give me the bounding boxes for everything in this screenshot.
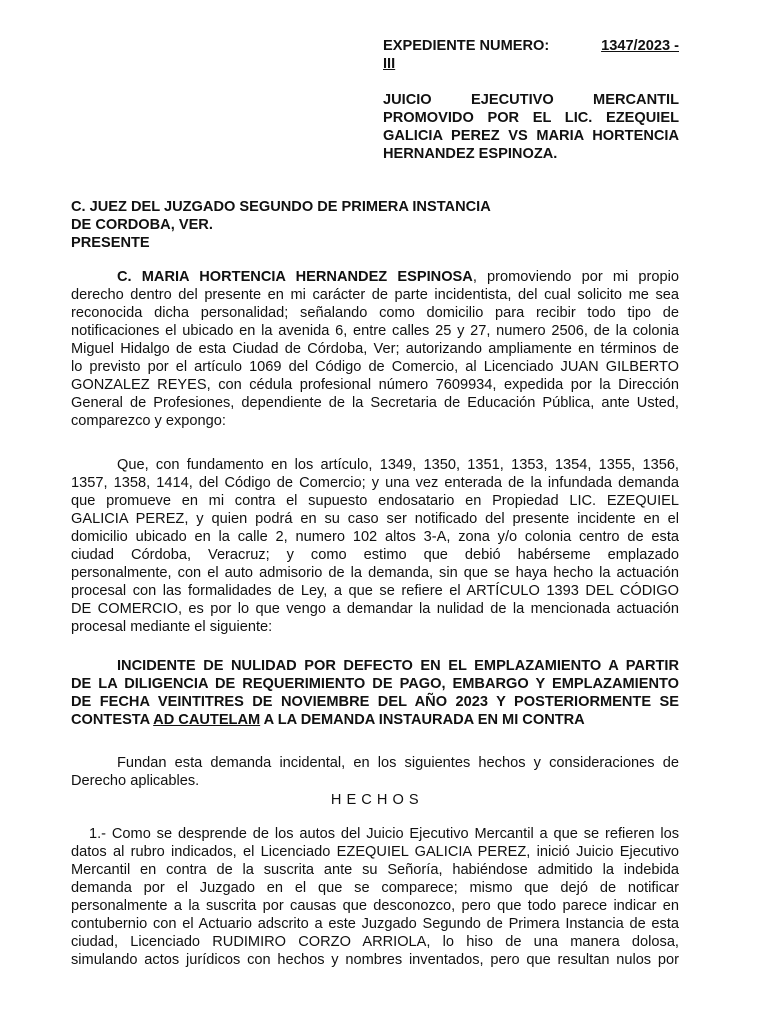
que-line: procesal mediante el siguiente: <box>71 619 273 635</box>
incidente-line: DE LA DILIGENCIA DE REQUERIMIENTO DE PAGO, EMBARGO Y EMPLAZAMIENTO <box>71 676 679 692</box>
incidente-heading <box>71 657 679 729</box>
juicio-line: HERNANDEZ ESPINOZA. <box>383 146 558 162</box>
que-line: ciudad Córdoba, Veracruz; y como estimo que debió habérseme emplazado <box>71 547 679 563</box>
expediente-number: 1347/2023 - <box>601 38 679 54</box>
incidente-last-pre: CONTESTA <box>71 712 154 728</box>
hecho-1-line: contubernio con el Actuario adscrito a este Juzgado Segundo de Primera Instancia de esta <box>71 916 679 932</box>
fundan-first-line: Fundan esta demanda incidental, en los siguientes hechos y consideraciones de <box>117 755 679 771</box>
addressee-line: DE CORDOBA, VER. <box>71 217 213 233</box>
intro-line: reconocida dicha personalidad; señalando como domicilio para recibir todo tipo de <box>71 305 679 321</box>
fundan-paragraph <box>71 754 679 790</box>
que-line: 1357, 1358, 1414, del Código de Comercio; y una vez enterada de la infundada demanda <box>71 475 679 491</box>
hecho-1-line: simulando actos jurídicos con hechos y nombres inventados, pero que resultan nulos por <box>71 952 679 968</box>
intro-line: General de Profesiones, dependiente de la Secretaria de Educación Pública, ante Usted, <box>71 395 679 411</box>
hecho-1-line: demanda por el Juzgado en el que se comparece; mismo que dejó de notificar <box>71 880 679 896</box>
que-line: domicilio ubicado en la calle 2, numero 102 altos 3-A, zona y/o colonia centro de esta <box>71 529 679 545</box>
ad-cautelam: AD CAUTELAM <box>153 712 261 728</box>
expediente-header <box>383 37 679 73</box>
intro-paragraph <box>71 268 679 430</box>
addressee-block <box>71 198 591 252</box>
incidente-line: DE FECHA VEINTITRES DE NOVIEMBRE DEL AÑO 2023 Y POSTERIORMENTE SE <box>71 694 679 710</box>
que-line: DE COMERCIO, es por lo que vengo a demandar la nulidad de la mencionada actuación <box>71 601 679 617</box>
juicio-line: JUICIO EJECUTIVO MERCANTIL <box>383 92 679 108</box>
intro-line: comparezco y expongo: <box>71 413 226 429</box>
intro-first-line-rest: , promoviendo por mi propio <box>472 269 679 285</box>
addressee-line: C. JUEZ DEL JUZGADO SEGUNDO DE PRIMERA INSTANCIA <box>71 199 491 215</box>
intro-line: notificaciones el ubicado en la avenida 6, entre calles 25 y 27, numero 2506, de la colonia <box>71 323 679 339</box>
que-line: GALICIA PEREZ, y quien podrá en su caso ser notificado del presente incidente en el <box>71 511 679 527</box>
hechos-title: H E C H O S <box>330 792 420 808</box>
juicio-caption <box>383 91 679 163</box>
hecho-1-line: personalmente a la suscrita por causas que desconozco, pero que todo parece indicar en <box>71 898 679 914</box>
que-line: procesal con las formalidades de Ley, a que se refiere el ARTÍCULO 1393 DEL CÓDIGO <box>71 583 679 599</box>
intro-line: GONZALEZ REYES, con cédula profesional número 7609934, expedida por la Dirección <box>71 377 679 393</box>
juicio-line: GALICIA PEREZ VS MARIA HORTENCIA <box>383 128 679 144</box>
hecho-1-line: ciudad, Licenciado RUDIMIRO CORZO ARRIOLA, lo hiso de una manera dolosa, <box>71 934 679 950</box>
que-paragraph <box>71 456 679 636</box>
intro-line: lo previsto por el artículo 1069 del Código de Comercio, al Licenciado JUAN GILBERTO <box>71 359 679 375</box>
hecho-1-line: datos al rubro indicados, el Licenciado EZEQUIEL GALICIA PEREZ, inició Juicio Ejecutivo <box>71 844 679 860</box>
que-line: que promueve en mi contra el supuesto endosatario en Propiedad LIC. EZEQUIEL <box>71 493 679 509</box>
hecho-1-first-line: 1.- Como se desprende de los autos del Juicio Ejecutivo Mercantil a que se refieren los <box>89 826 679 842</box>
fundan-last-line: Derecho aplicables. <box>71 773 200 789</box>
juicio-line: PROMOVIDO POR EL LIC. EZEQUIEL <box>383 110 679 126</box>
incidente-last-post: A LA DEMANDA INSTAURADA EN MI CONTRA <box>260 712 585 728</box>
que-first-line: Que, con fundamento en los artículo, 1349, 1350, 1351, 1353, 1354, 1355, 1356, <box>117 457 679 473</box>
intro-line: derecho dentro del presente en mi carácter de parte incidentista, del cual solicito me sea <box>71 287 679 303</box>
expediente-label: EXPEDIENTE NUMERO: <box>383 38 550 54</box>
hecho-1-paragraph <box>71 825 679 969</box>
expediente-suffix: III <box>383 56 396 72</box>
incidente-first-line: INCIDENTE DE NULIDAD POR DEFECTO EN EL EMPLAZAMIENTO A PARTIR <box>117 658 679 674</box>
hecho-1-line: Mercantil en contra de la suscrita ante su Señoría, habiéndose admitido la indebida <box>71 862 679 878</box>
que-line: personalmente, con el auto admisorio de la demanda, sin que se haya hecho la actuación <box>71 565 679 581</box>
intro-line: Miguel Hidalgo de esta Ciudad de Córdoba, Ver; autorizando ampliamente en términos de <box>71 341 679 357</box>
addressee-line: PRESENTE <box>71 235 150 251</box>
promovente-name: C. MARIA HORTENCIA HERNANDEZ ESPINOSA <box>117 269 473 285</box>
